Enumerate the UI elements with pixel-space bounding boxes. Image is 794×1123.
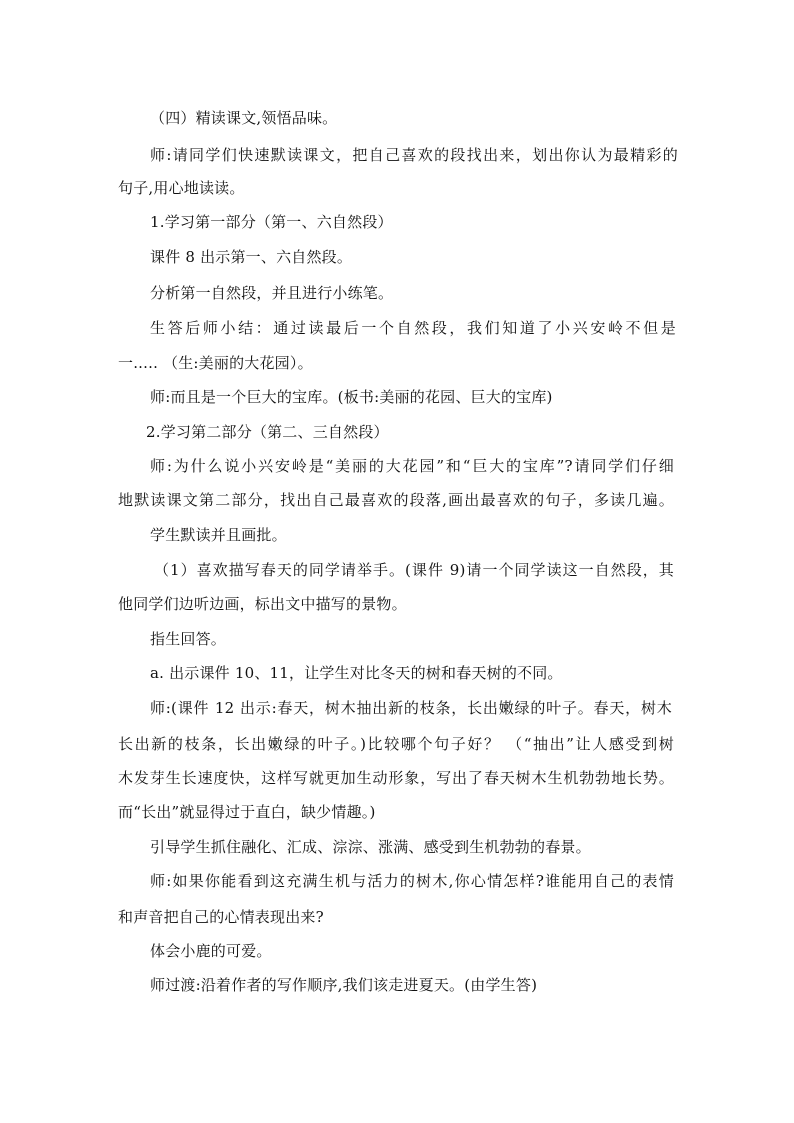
paragraph-line: 而“长出”就显得过于直白，缺少情趣。) — [118, 803, 376, 821]
paragraph-line: 课件 8 出示第一、六自然段。 — [150, 248, 353, 266]
paragraph-line: 师过渡:沿着作者的写作顺序,我们该走进夏天。(由学生答) — [150, 976, 538, 994]
paragraph-line: 句子,用心地读读。 — [118, 179, 245, 197]
section-heading: （四）精读课文,领悟品味。 — [150, 109, 338, 127]
paragraph-line: 师:请同学们快速默读课文，把自己喜欢的段找出来，划出你认为最精彩的 — [150, 146, 678, 164]
paragraph-line: （1）喜欢描写春天的同学请举手。(课件 9)请一个同学读这一自然段，其 — [154, 561, 674, 579]
paragraph-line: 师:(课件 12 出示:春天，树木抽出新的枝条，长出嫩绿的叶子。春天，树木 — [150, 699, 672, 717]
paragraph-line: 长出新的枝条，长出嫩绿的叶子。)比较哪个句子好？ （“抽出”让人感受到树 — [118, 735, 674, 753]
paragraph-line: 一..... （生:美丽的大花园）。 — [118, 354, 313, 372]
paragraph-line: 生答后师小结：通过读最后一个自然段，我们知道了小兴安岭不但是 — [150, 319, 676, 337]
paragraph-line: 木发芽生长速度快，这样写就更加生动形象，写出了春天树木生机勃勃地长势。 — [118, 769, 674, 787]
paragraph-line: 引导学生抓住融化、汇成、淙淙、涨满、感受到生机勃勃的春景。 — [150, 838, 591, 856]
paragraph-line: 指生回答。 — [150, 630, 227, 648]
paragraph-line: 体会小鹿的可爱。 — [150, 942, 272, 960]
paragraph-line: 师:为什么说小兴安岭是“美丽的大花园”和“巨大的宝库”?请同学们仔细 — [150, 457, 674, 475]
paragraph-line: a. 出示课件 10、11，让学生对比冬天的树和春天树的不同。 — [150, 664, 563, 682]
paragraph-line: 学生默读并且画批。 — [150, 526, 287, 544]
paragraph-line: 地默读课文第二部分，找出自己最喜欢的段落,画出最喜欢的句子，多读几遍。 — [118, 491, 674, 509]
subsection-heading: 1.学习第一部分（第一、六自然段） — [150, 213, 393, 231]
paragraph-line: 师:而且是一个巨大的宝库。(板书:美丽的花园、巨大的宝库) — [150, 388, 553, 406]
subsection-heading: 2.学习第二部分（第二、三自然段） — [146, 423, 389, 441]
paragraph-line: 和声音把自己的心情表现出来? — [118, 908, 324, 926]
paragraph-line: 分析第一自然段，并且进行小练笔。 — [150, 284, 394, 302]
paragraph-line: 他同学们边听边画，标出文中描写的景物。 — [118, 595, 407, 613]
paragraph-line: 师:如果你能看到这充满生机与活力的树木,你心情怎样?谁能用自己的表情 — [150, 872, 674, 890]
